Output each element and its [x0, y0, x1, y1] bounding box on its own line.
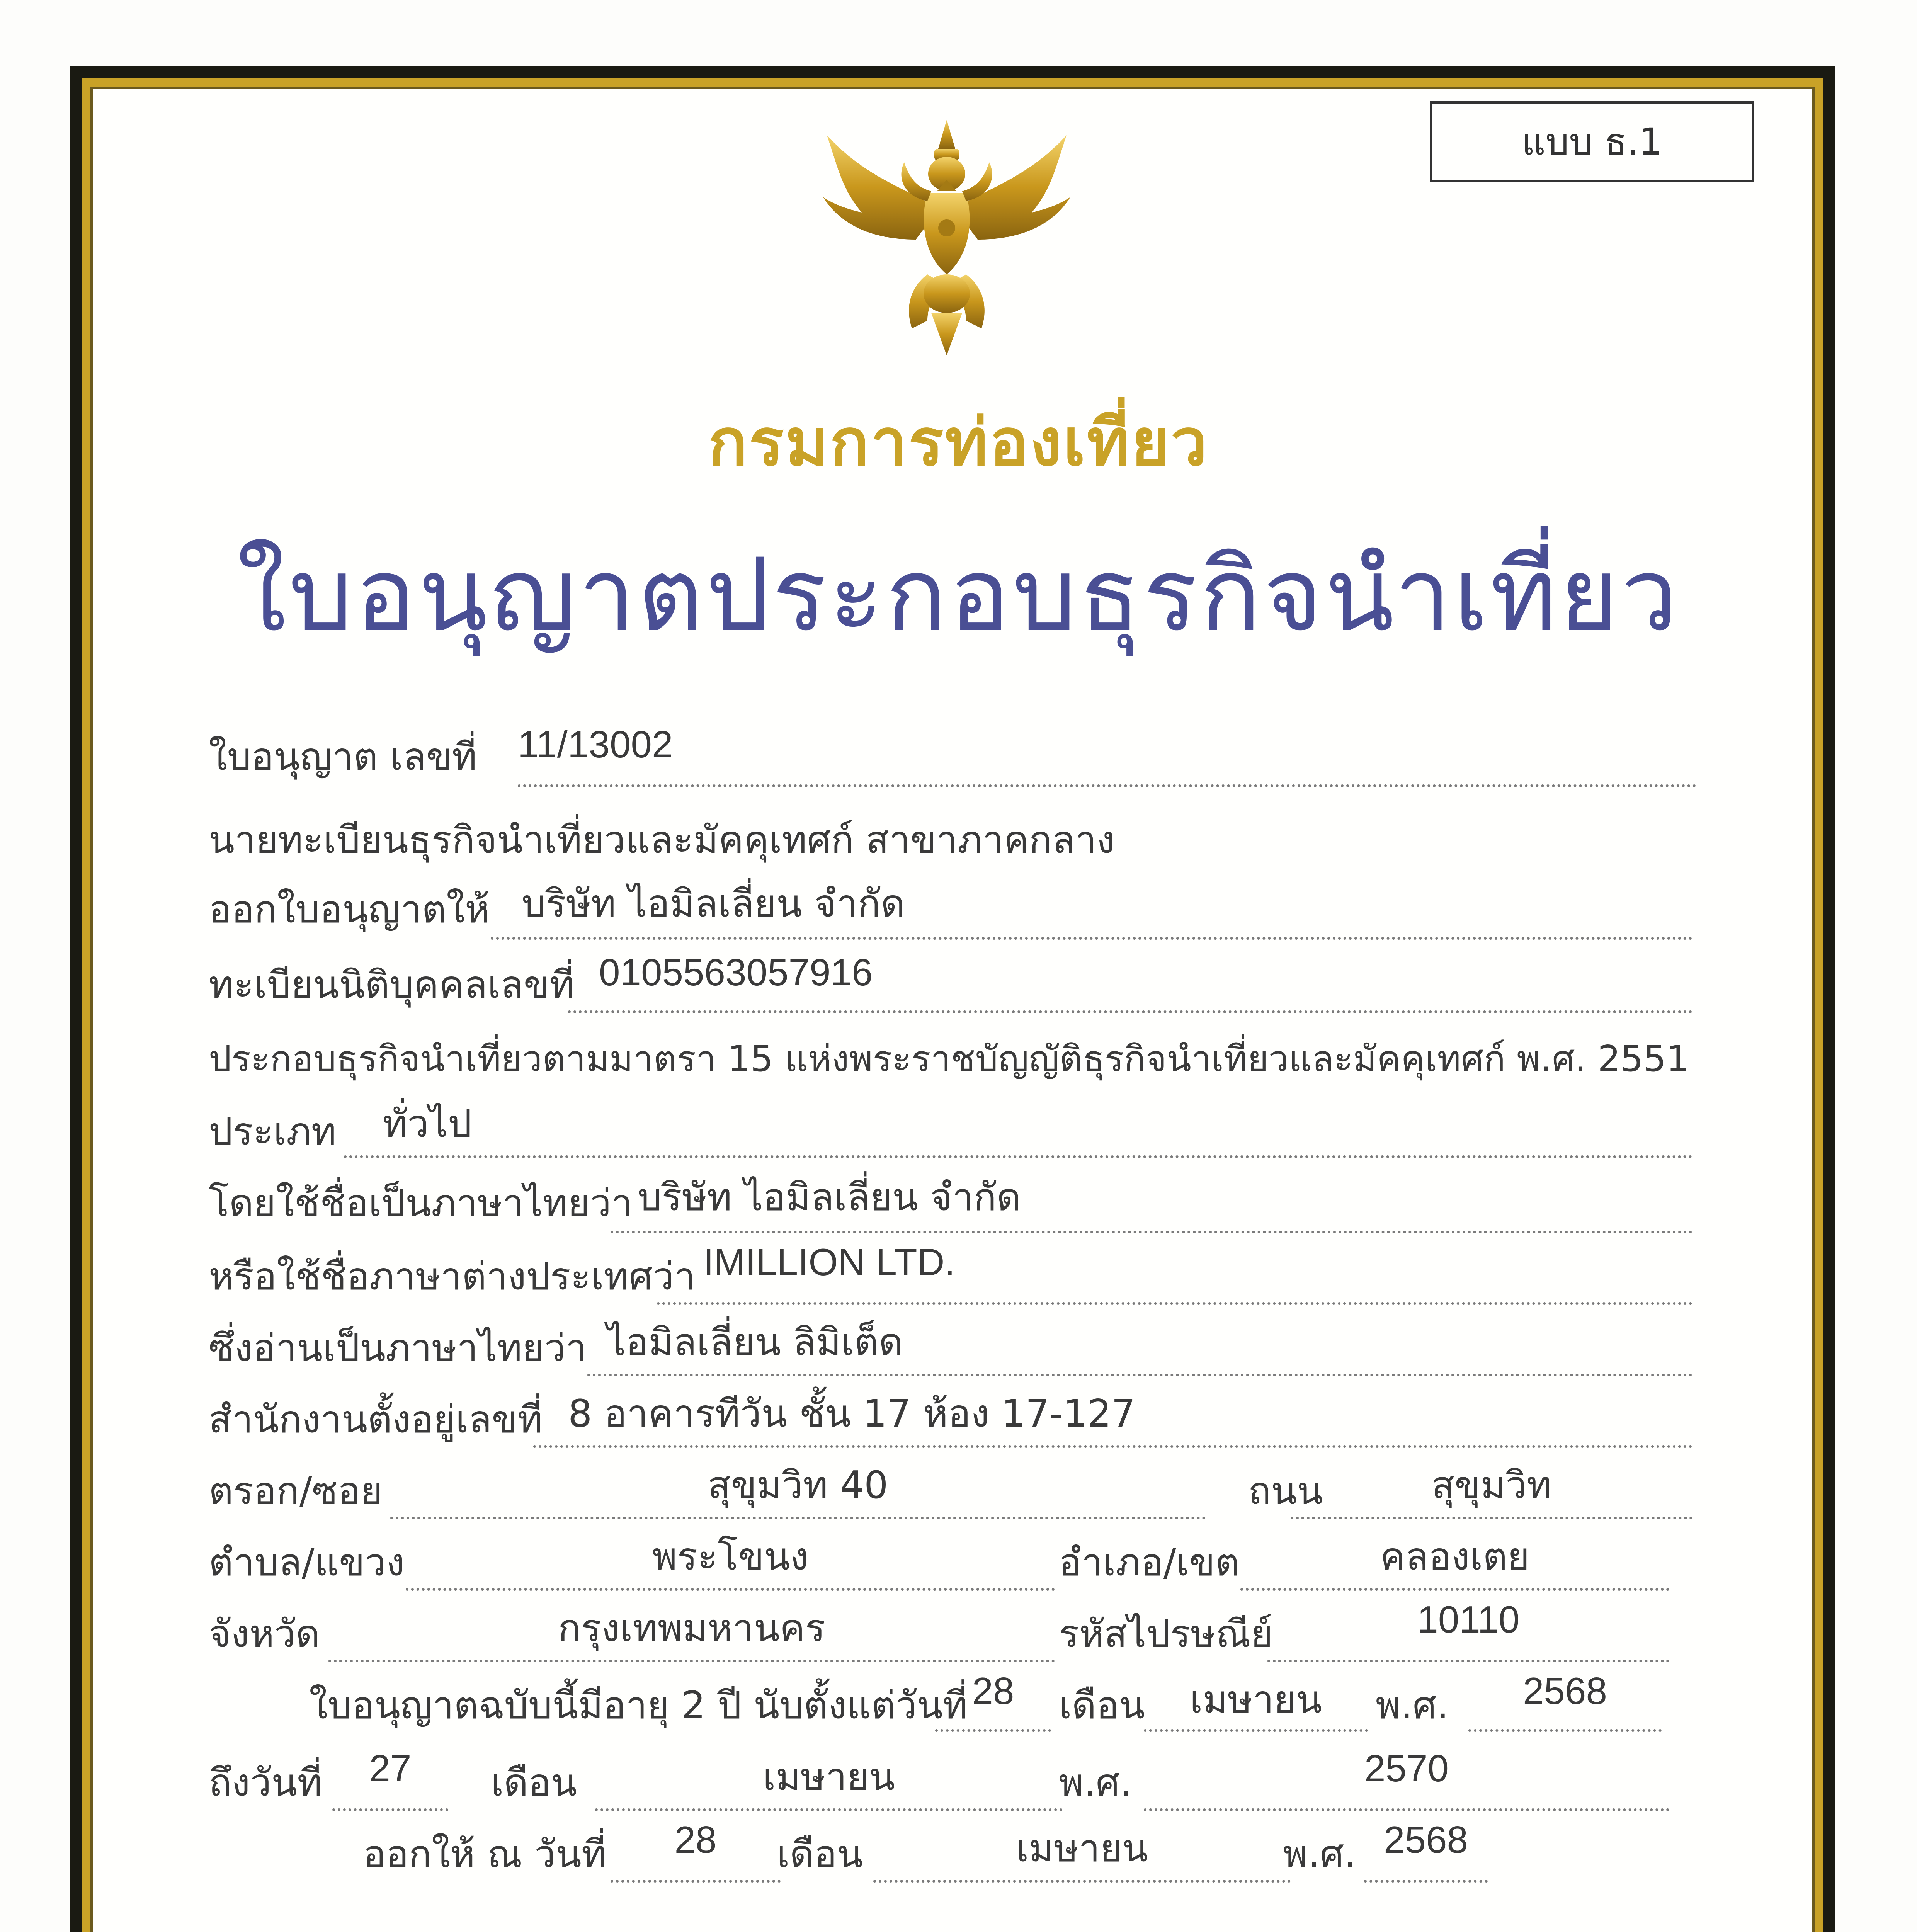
postcode-value: 10110	[1417, 1598, 1520, 1641]
validity-month-value: เมษายน	[1189, 1678, 1322, 1722]
category-value: ทั่วไป	[383, 1102, 472, 1146]
office-line	[533, 1445, 1692, 1448]
reading-value: ไอมิลเลี่ยน ลิมิเต็ด	[607, 1320, 903, 1364]
reading-line	[587, 1374, 1692, 1376]
juristic-id-line	[568, 1010, 1692, 1013]
soi-line	[390, 1517, 1206, 1519]
license-number-line	[518, 784, 1696, 787]
until-month-value: เมษายน	[762, 1755, 895, 1799]
postcode-line	[1267, 1660, 1669, 1662]
soi-value: สุขุมวิท 40	[708, 1463, 888, 1507]
foreign-name-value: IMILLION LTD.	[703, 1241, 955, 1283]
validity-year-line	[1468, 1729, 1662, 1732]
province-value: กรุงเทพมหานคร	[558, 1606, 825, 1650]
postcode-label: รหัสไปรษณีย์	[1059, 1612, 1273, 1656]
registrar-signature	[839, 1917, 1132, 1932]
document-title: ใบอนุญาตประกอบธุรกิจนำเที่ยว	[236, 536, 1681, 654]
district-value: คลองเตย	[1380, 1535, 1530, 1579]
until-month-label: เดือน	[491, 1761, 577, 1805]
road-value: สุขุมวิท	[1431, 1463, 1552, 1507]
issued-on-day-line	[611, 1880, 781, 1883]
road-label: ถนน	[1248, 1469, 1323, 1513]
subdistrict-value: พระโขนง	[652, 1535, 809, 1579]
department-name: กรมการท่องเที่ยว	[708, 404, 1209, 480]
until-day-value: 27	[369, 1747, 412, 1789]
validity-year-value: 2568	[1522, 1670, 1607, 1712]
issued-on-year-value: 2568	[1383, 1818, 1468, 1861]
thai-name-value: บริษัท ไอมิลเลี่ยน จำกัด	[638, 1175, 1021, 1219]
issued-on-year-line	[1364, 1880, 1488, 1883]
foreign-name-label: หรือใช้ชื่อภาษาต่างประเทศว่า	[209, 1255, 696, 1299]
issued-on-year-label: พ.ศ.	[1283, 1832, 1356, 1876]
province-label: จังหวัด	[209, 1612, 320, 1656]
legal-basis-text: ประกอบธุรกิจนำเที่ยวตามมาตรา 15 แห่งพระราชบัญญัติธุรกิจนำเที่ยวและมัคคุเทศก์ พ.ศ. 2551	[209, 1038, 1689, 1080]
issued-on-month-label: เดือน	[777, 1832, 863, 1876]
license-number-label: ใบอนุญาต เลขที่	[209, 735, 477, 779]
office-value: 8 อาคารทีวัน ชั้น 17 ห้อง 17-127	[568, 1392, 1136, 1436]
until-year-label: พ.ศ.	[1059, 1761, 1132, 1805]
foreign-name-line	[657, 1302, 1692, 1305]
subdistrict-label: ตำบล/แขวง	[209, 1541, 405, 1585]
until-day-line	[332, 1808, 448, 1811]
reading-label: ซึ่งอ่านเป็นภาษาไทยว่า	[209, 1326, 587, 1370]
province-line	[328, 1660, 1055, 1662]
category-label: ประเภท	[209, 1110, 337, 1154]
issued-to-line	[491, 937, 1692, 940]
form-code-box: แบบ ธ.1	[1430, 101, 1754, 182]
garuda-emblem-icon	[811, 112, 1082, 359]
validity-month-label: เดือน	[1059, 1684, 1145, 1728]
thai-name-label: โดยใช้ชื่อเป็นภาษาไทยว่า	[209, 1181, 633, 1225]
until-label: ถึงวันที่	[209, 1761, 322, 1805]
juristic-id-label: ทะเบียนนิติบุคคลเลขที่	[209, 963, 575, 1007]
validity-label: ใบอนุญาตฉบับนี้มีอายุ 2 ปี นับตั้งแต่วันที่	[309, 1684, 968, 1728]
validity-day-value: 28	[972, 1670, 1014, 1712]
issued-on-month-line	[873, 1880, 1291, 1883]
until-year-value: 2570	[1364, 1747, 1449, 1789]
license-number-value: 11/13002	[518, 723, 673, 765]
thai-name-line	[611, 1231, 1692, 1233]
juristic-id-value: 0105563057916	[599, 951, 873, 993]
district-line	[1240, 1588, 1669, 1591]
validity-month-line	[1144, 1729, 1368, 1732]
soi-label: ตรอก/ซอย	[209, 1469, 383, 1513]
issued-on-label: ออกให้ ณ วันที่	[363, 1832, 607, 1876]
validity-day-line	[935, 1729, 1051, 1732]
office-label: สำนักงานตั้งอยู่เลขที่	[209, 1398, 543, 1442]
registrar-branch-text: นายทะเบียนธุรกิจนำเที่ยวและมัคคุเทศก์ สาขาภาคกลาง	[209, 818, 1115, 862]
issued-to-label: ออกใบอนุญาตให้	[209, 888, 490, 932]
category-line	[344, 1155, 1692, 1158]
issued-on-month-value: เมษายน	[1015, 1827, 1148, 1871]
validity-year-label: พ.ศ.	[1376, 1684, 1449, 1728]
road-line	[1291, 1517, 1692, 1519]
issued-on-day-value: 28	[674, 1818, 717, 1861]
until-year-line	[1144, 1808, 1669, 1811]
subdistrict-line	[406, 1588, 1055, 1591]
district-label: อำเภอ/เขต	[1059, 1541, 1240, 1585]
issued-to-value: บริษัท ไอมิลเลี่ยน จำกัด	[522, 882, 905, 926]
until-month-line	[595, 1808, 1063, 1811]
